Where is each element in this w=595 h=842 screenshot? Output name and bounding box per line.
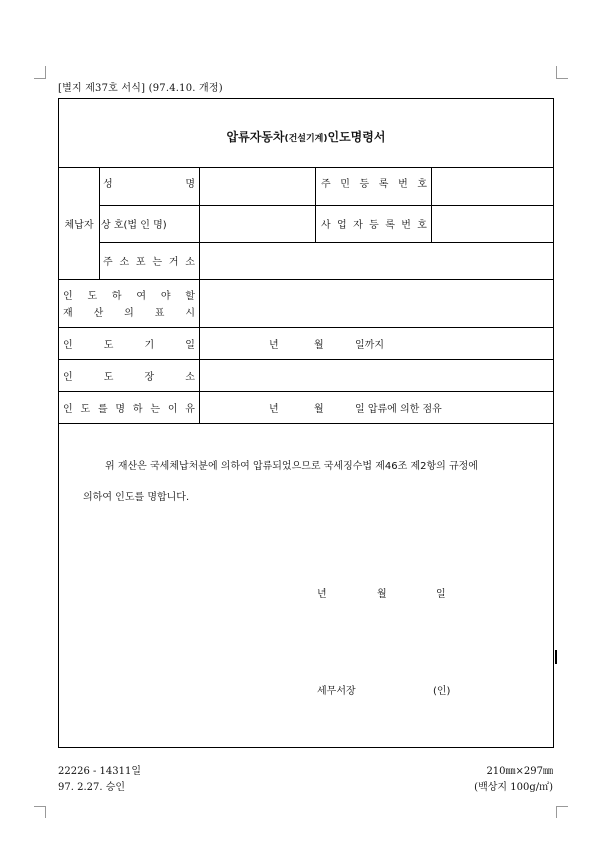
binding-mark: [555, 650, 557, 664]
name-label: [103, 167, 195, 205]
footer-paper: (백상지 100g/㎡): [474, 782, 553, 793]
title-part-1: 압류자동차: [226, 130, 285, 144]
name-char: 명: [185, 179, 195, 190]
label-char: 민: [340, 179, 350, 190]
label-char: 표: [154, 307, 165, 319]
label-char: 의: [124, 307, 134, 319]
form-number: [별지 제37호 서식] (97.4.10. 개정): [58, 83, 223, 94]
document-title: [59, 128, 553, 145]
rule-label-divider: [199, 167, 200, 423]
footer-approval: 97. 2.27. 승인: [58, 782, 126, 793]
label-char: 등: [359, 179, 370, 190]
label-char: 장: [144, 371, 155, 383]
name-char: 성: [103, 179, 113, 190]
label-char: 인: [63, 371, 73, 383]
issue-date-year: 년: [317, 589, 327, 600]
label-char: 도: [80, 403, 91, 415]
footer-code: 22226 - 14311일: [58, 766, 142, 777]
label-char: 이: [167, 403, 178, 415]
issue-date-month: 월: [377, 589, 387, 600]
footer-size: 210㎜×297㎜: [486, 766, 553, 777]
crop-mark-bottom-right: [556, 806, 568, 807]
label-char: 록: [378, 179, 389, 190]
label-char: 기: [144, 339, 155, 351]
crop-mark-top-left: [34, 78, 46, 79]
reason-day: 일 압류에 의한 점유: [355, 404, 442, 415]
crop-mark-top-right: [556, 78, 568, 79]
crop-mark-top-right-v: [556, 66, 557, 78]
reason-month: 월: [314, 404, 324, 415]
label-char: 인: [63, 403, 73, 415]
rule-group-divider: [99, 167, 100, 279]
deadline-day: 일까지: [355, 340, 384, 351]
deadline-year: 년: [269, 340, 279, 351]
label-char: 산: [93, 307, 104, 319]
label-char: 거: [168, 257, 179, 268]
crop-mark-bottom-right-v: [556, 806, 557, 818]
label-char: 도: [103, 339, 114, 351]
label-char: 하: [132, 403, 143, 415]
label-char: 하: [111, 290, 122, 302]
label-char: 주: [321, 179, 331, 190]
label-char: 를: [97, 403, 108, 415]
label-char: 사: [321, 220, 331, 231]
trade-name-label: [101, 205, 199, 242]
taxpayer-group-label: [59, 167, 99, 279]
rule-reason-bottom: [59, 423, 553, 424]
statement-line-1: 위 재산은 국세체납처분에 의하여 압류되었으므로 국세징수법 제46조 제2항의 규정에: [105, 461, 478, 472]
label-char: 주: [103, 257, 113, 268]
label-char: 명: [115, 403, 126, 415]
label-char: 번: [398, 179, 408, 190]
place-label: [63, 359, 195, 391]
label-char: 인: [63, 339, 73, 351]
reason-year: 년: [269, 404, 279, 415]
business-number-label: [321, 205, 427, 242]
label-char: 등: [369, 220, 379, 231]
issue-date-day: 일: [436, 589, 446, 600]
rule-mid-divider: [315, 167, 316, 242]
label-char: 는: [152, 257, 163, 268]
label-char: 도: [103, 371, 114, 383]
label-char: 는: [150, 403, 161, 415]
label-char: 인: [63, 290, 73, 302]
label-char: 호: [417, 179, 427, 190]
label-char: 소: [185, 257, 195, 268]
label-char: 재: [63, 307, 73, 319]
rule-taxpayer-bottom: [59, 279, 553, 280]
seal-mark: (인): [433, 686, 451, 697]
crop-mark-top-left-v: [45, 66, 46, 78]
resident-number-label: [321, 167, 427, 205]
crop-mark-bottom-left-v: [45, 806, 46, 818]
label-char: 도: [87, 290, 98, 302]
label-char: 여: [136, 290, 147, 302]
title-part-2: 인도명령서: [327, 130, 386, 144]
property-label-line2: [63, 304, 195, 318]
label-char: 야: [160, 290, 171, 302]
address-label: [103, 242, 195, 279]
label-char: 시: [185, 307, 195, 319]
title-part-small: (건설기계): [284, 134, 328, 144]
reason-label: [63, 391, 195, 423]
deadline-label: [63, 327, 195, 359]
statement-line-2: 의하여 인도를 명합니다.: [83, 492, 190, 503]
label-char: 업: [337, 220, 347, 231]
rule-right-divider: [431, 167, 432, 242]
taxpayer-group-text: 체납자: [64, 219, 94, 231]
label-char: 포: [135, 257, 146, 268]
deadline-month: 월: [314, 340, 324, 351]
trade-name-text: 상 호(법 인 명): [101, 220, 167, 231]
label-char: 할: [185, 290, 195, 302]
label-char: 유: [185, 403, 195, 415]
label-char: 록: [385, 220, 395, 231]
label-char: 호: [417, 220, 427, 231]
label-char: 일: [185, 339, 195, 351]
tax-office-head: 세무서장: [317, 686, 356, 697]
label-char: 번: [401, 220, 411, 231]
form-frame: [58, 98, 554, 748]
label-char: 소: [185, 371, 195, 383]
label-char: 자: [353, 220, 363, 231]
property-label-line1: [63, 287, 195, 301]
label-char: 소: [119, 257, 130, 268]
